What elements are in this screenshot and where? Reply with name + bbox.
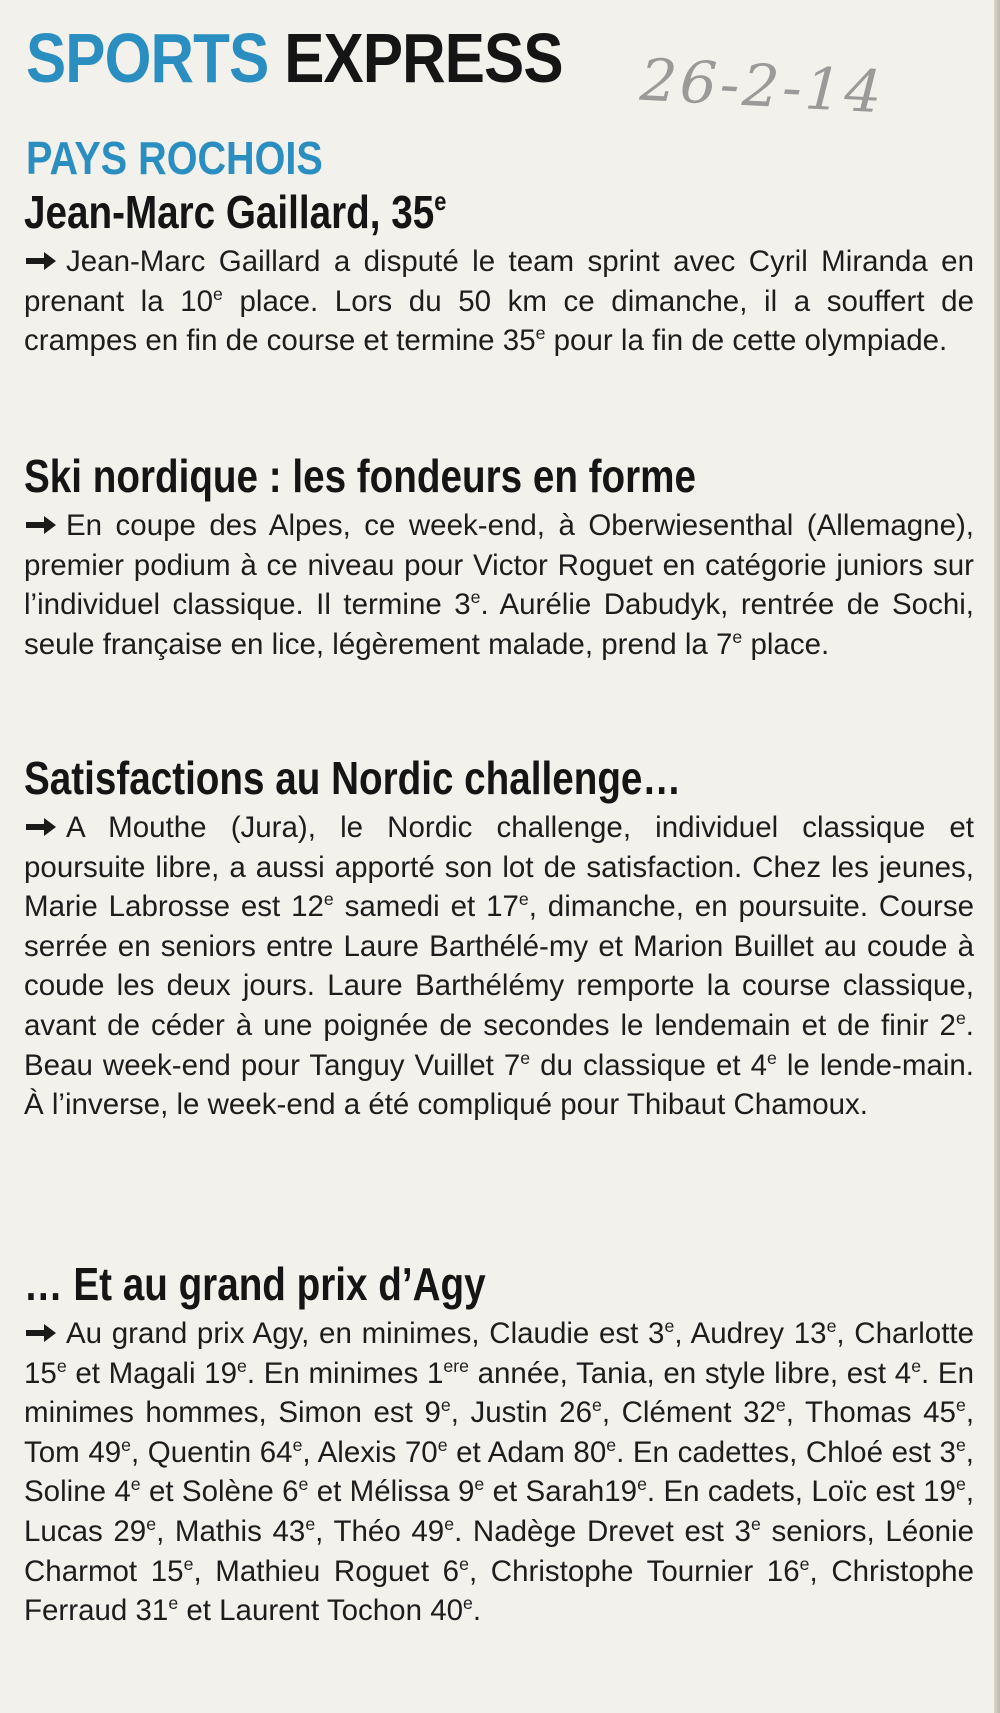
body-text: , Audrey 13 [674,1317,827,1350]
body-text: , Tom 49 [24,1396,975,1469]
body-text: place. [742,627,830,661]
ordinal-suffix: e [767,1047,777,1068]
ordinal-suffix: e [213,283,223,304]
body-text: , Justin 26 [450,1396,592,1430]
body-text: , Mathis 43 [156,1514,306,1548]
body-text: Jean-Marc Gaillard a disputé le team sprint avec Cyril Miranda en prenant la 10 [24,245,974,318]
article-headline: Ski nordique : les fondeurs en forme [24,450,697,502]
ordinal-suffix: e [323,889,334,910]
ordinal-suffix: e [520,1047,531,1068]
ordinal-suffix: e [474,1474,485,1495]
article-grand-prix-agy [24,1258,974,1631]
body-text: année, Tania, en style libre, est 4 [468,1356,912,1390]
body-text: . En minimes hommes, Simon est 9 [24,1356,974,1430]
body-text: A Mouthe (Jura), le Nordic challenge, individuel classique et poursuite libre, a aussi apporté son lot de satisfaction. Chez les jeunes, Marie Labrosse est 12 [24,811,974,924]
arrow-right-icon [24,1322,58,1344]
ordinal-suffix: e [130,1474,141,1495]
body-text: . En minimes 1 [246,1356,444,1390]
ordinal-suffix: e [56,1355,67,1376]
ordinal-suffix: e [826,1316,837,1337]
arrow-right-icon [24,514,58,536]
body-text: du classique et 4 [530,1048,767,1082]
ordinal-suffix: e [732,626,743,647]
ordinal-suffix: e [459,1553,469,1574]
body-text: place. Lors du 50 km ce dimanche, il a souffert de crampes en fin de course et termine 35 [24,284,974,358]
article-gaillard [24,186,974,361]
ordinal-suffix: e [606,1434,617,1455]
article-body [24,242,974,361]
body-text: , Quentin 64 [131,1435,293,1469]
body-text: , Théo 49 [315,1514,445,1548]
ordinal-suffix: e [298,1474,309,1495]
body-text: , Clément 32 [601,1396,776,1430]
masthead [26,18,563,98]
ordinal-suffix: e [292,1434,303,1455]
ordinal-suffix: e [664,1316,675,1337]
ordinal-suffix: e [911,1355,922,1376]
ordinal-suffix: e [750,1514,761,1535]
article-body [24,1314,974,1631]
ordinal-suffix: e [305,1514,316,1535]
article-ski-nordique [24,450,974,664]
body-text: et Mélissa 9 [308,1475,475,1509]
paper-edge [994,0,1000,1713]
body-text: . En cadets, Loïc est 19 [646,1475,956,1509]
ordinal-suffix: e [121,1434,131,1455]
ordinal-suffix: e [775,1395,786,1416]
masthead-word-express: EXPRESS [284,19,563,97]
body-text: samedi et 17 [333,890,519,924]
body-text: , Mathieu Roguet 6 [193,1554,460,1588]
ordinal-suffix: e [463,1593,473,1614]
article-headline: Satisfactions au Nordic challenge… [24,752,682,804]
body-text: et Laurent Tochon 40 [178,1594,464,1628]
body-text: et Sarah19 [484,1475,638,1509]
ordinal-suffix: e [470,587,481,608]
body-text: , dimanche, en poursuite. Course serrée en seniors entre Laure Barthélé-my et Marion Buillet au coude à coude les deux jours. Laure Barthélémy remporte la course classique, avant de céder à une poignée de secondes le lendemain et de finir 2 [24,890,974,1042]
body-text: , Christophe Ferraud 31 [24,1554,974,1628]
ordinal-suffix: e [799,1553,810,1574]
article-body [24,808,974,1125]
body-text: Au grand prix Agy, en minimes, Claudie est 3 [66,1317,665,1350]
ordinal-suffix: e [955,1395,966,1416]
handwritten-date: 26-2-14 [638,45,887,127]
section-label: PAYS ROCHOIS [26,132,323,184]
ordinal-suffix: e [637,1474,647,1495]
body-text: et Magali 19 [66,1356,237,1390]
masthead-word-sports: SPORTS [26,19,269,97]
body-text: et Adam 80 [447,1435,607,1469]
article-body [24,506,974,664]
ordinal-suffix: e [955,1434,966,1455]
body-text: et Solène 6 [140,1475,299,1509]
body-text: seniors, Léonie Charmot 15 [24,1514,975,1588]
body-text: En coupe des Alpes, ce week-end, à Oberwiesenthal (Allemagne), premier podium à ce niveau pour Victor Roguet en catégorie juniors sur l’individuel classique. Il termine 3 [24,509,974,622]
ordinal-suffix: e [146,1514,157,1535]
ordinal-suffix: e [440,1395,451,1416]
article-nordic-challenge [24,752,974,1125]
ordinal-suffix: e [518,889,529,910]
ordinal-suffix: e [237,1355,247,1376]
ordinal-suffix: ere [443,1355,469,1376]
arrow-right-icon [24,816,58,838]
body-text: . Aurélie Dabudyk, rentrée de Sochi, seule française en lice, légèrement malade, prend la 7 [24,588,974,661]
article-headline: Jean-Marc Gaillard, 35e [24,186,447,238]
body-text: . En cadettes, Chloé est 3 [616,1435,956,1469]
body-text: , Soline 4 [24,1435,974,1509]
body-text: le lende-main. À l’inverse, le week-end a été compliqué pour Thibaut Chamoux. [24,1048,974,1122]
article-headline: … Et au grand prix d’Agy [24,1258,486,1310]
body-text: pour la fin de cette olympiade. [545,324,948,358]
ordinal-suffix: e [955,1008,966,1029]
ordinal-suffix: e [168,1593,179,1614]
ordinal-suffix: e [592,1395,602,1416]
ordinal-suffix: e [444,1514,455,1535]
ordinal-suffix: e [437,1434,448,1455]
arrow-right-icon [24,250,58,272]
body-text: , Christophe Tournier 16 [468,1554,800,1588]
body-text: , Lucas 29 [24,1475,975,1548]
body-text: . [472,1594,482,1628]
body-text: . Beau week-end pour Tanguy Vuillet 7 [24,1008,974,1082]
body-text: , Alexis 70 [302,1435,438,1469]
body-text: . Nadège Drevet est 3 [454,1514,751,1548]
ordinal-suffix: e [183,1553,194,1574]
body-text: , Thomas 45 [785,1396,956,1430]
body-text: , Charlotte 15 [24,1317,974,1390]
ordinal-suffix: e [535,323,546,344]
ordinal-suffix: e [955,1474,966,1495]
